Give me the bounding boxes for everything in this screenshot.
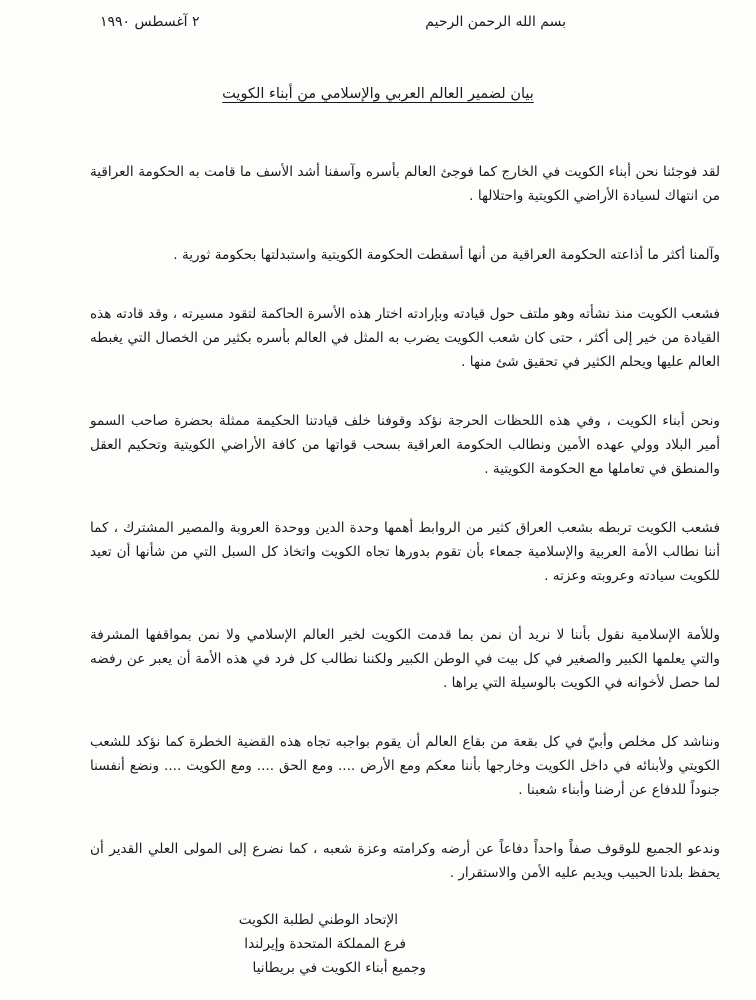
document-title — [0, 86, 756, 102]
signature-line: الإتحاد الوطني لطلبة الكويت — [238, 912, 398, 928]
paragraph: وآلمنا أكثر ما أذاعته الحكومة العراقية من أنها أسقطت الحكومة الكويتية واستبدلتها بحكومة ثورية . — [173, 247, 720, 263]
document-date: ٢ آغسطس ١٩٩٠ — [100, 14, 200, 30]
paragraph: فشعب الكويت تربطه بشعب العراق كثير من الروابط أهمها وحدة الدين ووحدة العروبة والمصير المشترك ، كما أننا نطالب الأمة العربية والإسلامية جمعاء بأن تقوم بدورها تجاه الكويت واتخاذ كل السبل التي من شأنها أن تعيد للكويت سيادته وعروبته وعزته . — [90, 520, 720, 584]
paragraph: لقد فوجئنا نحن أبناء الكويت في الخارج كما فوجئ العالم بأسره وآسفنا أشد الأسف ما قامت به الحكومة العراقية من انتهاك لسيادة الأراضي الكويتية واحتلالها . — [90, 164, 720, 204]
basmala: بسم الله الرحمن الرحيم — [425, 14, 566, 30]
paragraph: ونحن أبناء الكويت ، وفي هذه اللحظات الحرجة نؤكد وقوفنا خلف قيادتنا الحكيمة ممثلة بحضرة صاحب السمو أمير البلاد وولي عهده الأمين ونطالب الحكومة العراقية بسحب قواتها من كافة الأراضي الكويتية وتحكيم العقل والمنطق في تعاملها مع الحكومة الكويتية . — [90, 413, 720, 477]
paragraph: ونناشد كل مخلص وأبيّ في كل بقعة من بقاع العالم أن يقوم بواجبه تجاه هذه القضية الخطرة كما نؤكد للشعب الكويتي ولأبنائه في داخل الكويت وخارجها بأننا معكم ومع الأرض .... ومع الحق .... ومع الكويت .... ونضع أنفسنا جنوداً للدفاع عن أرضنا وأبناء شعبنا . — [90, 734, 720, 798]
paragraph: وللأمة الإسلامية نقول بأننا لا نريد أن نمن بما قدمت الكويت لخير العالم الإسلامي ولا نمن بمواقفها المشرفة والتي يعلمها الكبير والصغير في كل بيت في الوطن الكبير ولكننا نطالب كل فرد في هذه الأمة أن يعبر عن رفضه لما حصل لأخوانه في الكويت بالوسيلة التي يراها . — [90, 627, 720, 691]
paragraph: وندعو الجميع للوقوف صفاً واحداً دفاعاً عن أرضه وكرامته وعزة شعبه ، كما نضرع إلى المولى العلي القدير أن يحفظ بلدنا الحبيب ويديم عليه الأمن والاستقرار . — [90, 841, 720, 881]
signature-line: فرع المملكة المتحدة وإيرلندا — [244, 936, 406, 952]
signature-line: وجميع أبناء الكويت في بريطانيا — [252, 960, 426, 976]
document-title-text: بيان لضمير العالم العربي والإسلامي من أبناء الكويت — [222, 86, 534, 102]
statement-body — [90, 160, 720, 920]
paragraph: فشعب الكويت منذ نشأته وهو ملتف حول قيادته وبإرادته اختار هذه الأسرة الحاكمة لتقود مسيرته ، وقد قادته هذه القيادة من خير إلى أكثر ، حتى كان شعب الكويت يضرب به المثل في العالم بأسره بكثير من الخصال التي يغبطه العالم عليها ويحلم الكثير في تحقيق شئ منها . — [90, 306, 720, 370]
signature-block — [239, 908, 426, 980]
